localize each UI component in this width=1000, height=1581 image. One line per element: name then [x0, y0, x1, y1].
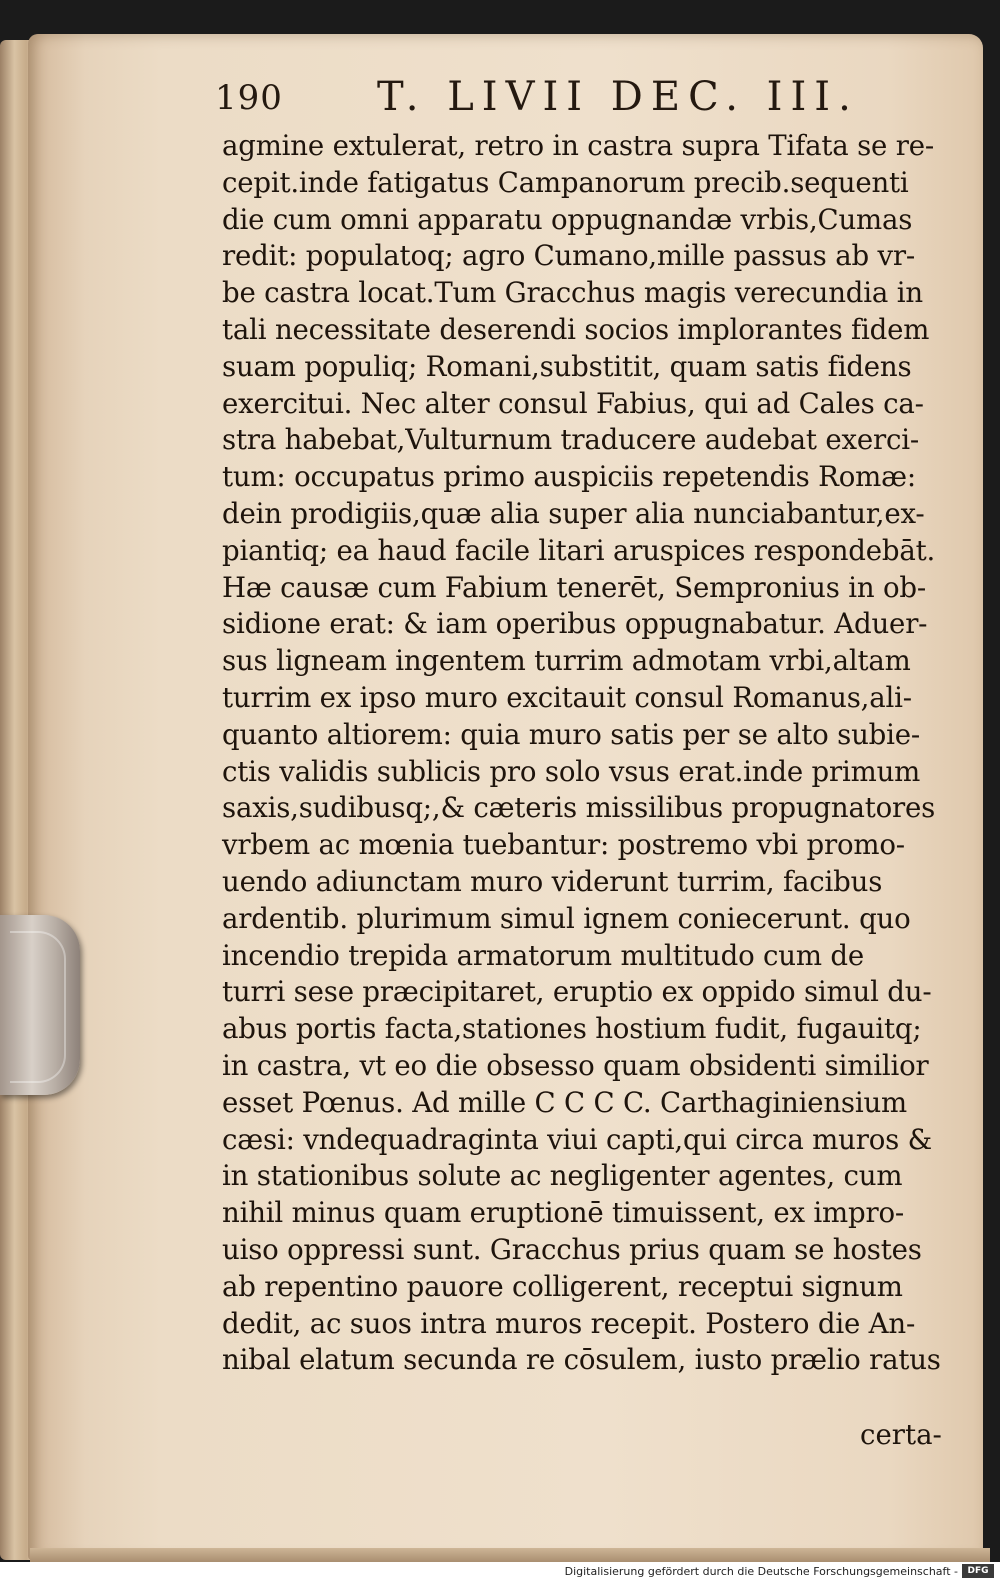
text-line: abus portis facta,stationes hostium fudit, fugauitq; — [222, 1012, 922, 1046]
text-line: suam populiq; Romani,substitit, quam satis fidens — [222, 349, 912, 383]
page-number: 190 — [215, 78, 283, 118]
text-line: quanto altiorem: quia muro satis per se alto subie- — [222, 717, 920, 751]
text-line: sidione erat: & iam operibus oppugnabatur. Aduer- — [222, 607, 928, 641]
text-line: stra habebat,Vulturnum traducere audebat exerci- — [222, 423, 919, 457]
text-line: turrim ex ipso muro excitauit consul Romanus,ali- — [222, 680, 912, 714]
catchword: certa- — [860, 1418, 942, 1451]
text-line: saxis,sudibusq;,& cæteris missilibus propugnatores — [222, 791, 936, 825]
text-line: die cum omni apparatu oppugnandæ vrbis,Cumas — [222, 202, 913, 236]
text-line: Hæ causæ cum Fabium tenerēt, Sempronius in ob- — [222, 570, 927, 604]
text-line: cæsi: vndequadraginta viui capti,qui circa muros & — [222, 1122, 933, 1156]
page-clip — [0, 915, 80, 1095]
text-line: cepit.inde fatigatus Campanorum precib.sequenti — [222, 165, 909, 199]
text-line: uendo adiunctam muro viderunt turrim, facibus — [222, 864, 883, 898]
text-line: redit: populatoq; agro Cumano,mille passus ab vr- — [222, 239, 916, 273]
body-text — [222, 128, 962, 1379]
running-head: T. LIVII DEC. III. — [377, 74, 859, 120]
text-line: dein prodigiis,quæ alia super alia nunciabantur,ex- — [222, 496, 925, 530]
text-line: incendio trepida armatorum multitudo cum de — [222, 938, 865, 972]
text-line: be castra locat.Tum Gracchus magis verecundia in — [222, 276, 923, 310]
text-line: nibal elatum secunda re cōsulem, iusto prælio ratus — [222, 1343, 941, 1377]
text-line: tum: occupatus primo auspiciis repetendis Romæ: — [222, 460, 916, 494]
page-bottom-edge — [30, 1548, 990, 1562]
text-line: piantiq; ea haud facile litari aruspices respondebāt. — [222, 533, 936, 567]
text-line: exercitui. Nec alter consul Fabius, qui ad Cales ca- — [222, 386, 924, 420]
page-header — [215, 68, 955, 128]
text-line: turri sese præcipitaret, eruptio ex oppido simul du- — [222, 975, 932, 1009]
text-line: agmine extulerat, retro in castra supra Tifata se re- — [222, 129, 934, 162]
digitization-credit: Digitalisierung gefördert durch die Deutsche Forschungsgemeinschaft - — [564, 1565, 958, 1578]
text-line: sus ligneam ingentem turrim admotam vrbi,altam — [222, 644, 911, 678]
text-line: vrbem ac mœnia tuebantur: postremo vbi promo- — [222, 828, 905, 862]
text-line: nihil minus quam eruptionē timuissent, ex impro- — [222, 1196, 905, 1230]
text-line: tali necessitate deserendi socios implorantes fidem — [222, 312, 930, 346]
text-line: ab repentino pauore colligerent, receptui signum — [222, 1269, 903, 1303]
text-line: ctis validis sublicis pro solo vsus erat.inde primum — [222, 754, 921, 788]
text-line: dedit, ac suos intra muros recepit. Postero die An- — [222, 1306, 916, 1340]
text-line: uiso oppressi sunt. Gracchus prius quam se hostes — [222, 1232, 922, 1266]
text-line: in castra, vt eo die obsesso quam obsidenti similior — [222, 1048, 929, 1082]
text-line: in stationibus solute ac negligenter agentes, cum — [222, 1159, 903, 1193]
dfg-logo: DFG — [962, 1564, 994, 1578]
text-line: ardentib. plurimum simul ignem coniecerunt. quo — [222, 901, 911, 935]
text-line: esset Pœnus. Ad mille C C C C. Carthaginiensium — [222, 1085, 908, 1119]
